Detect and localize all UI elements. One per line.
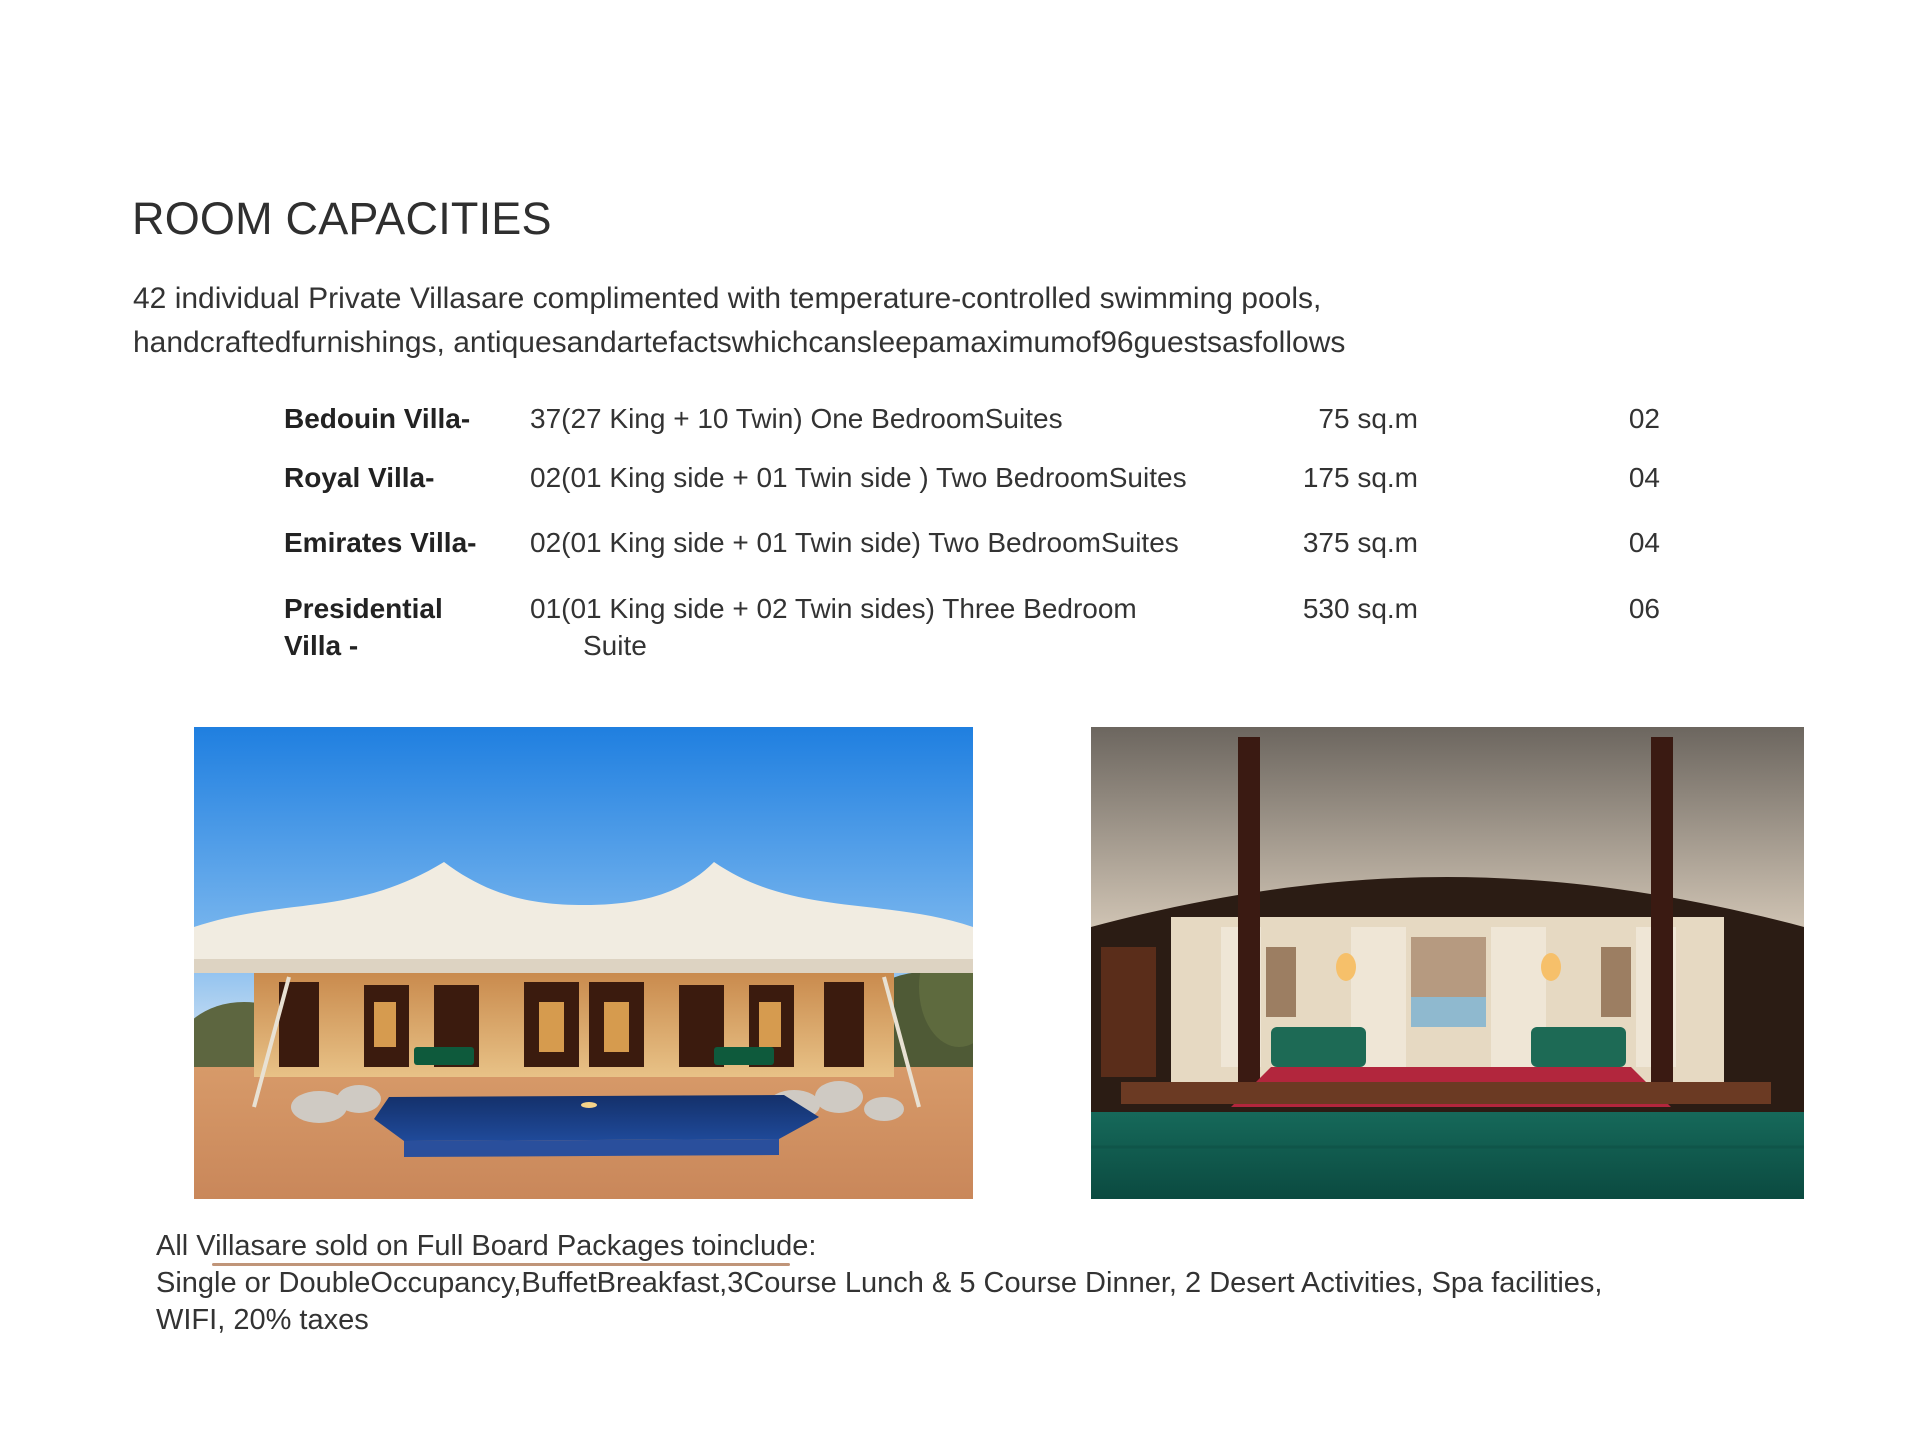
villa-guests: 06 <box>1628 593 1660 624</box>
villa-description <box>530 590 1250 664</box>
page-title: ROOM CAPACITIES <box>132 193 552 244</box>
villa-area: 375 sq.m <box>1302 527 1418 558</box>
villa-guests: 04 <box>1628 462 1660 493</box>
package-notes <box>156 1228 1602 1339</box>
villa-exterior-photo <box>194 727 973 1199</box>
villa-name: Emirates Villa- <box>284 527 477 558</box>
villa-area: 75 sq.m <box>1318 403 1418 434</box>
villa-description-line-2: Suite <box>583 630 647 661</box>
intro-paragraph <box>133 277 1345 365</box>
villa-description: 02(01 King side + 01 Twin side ) Two BedroomSuites <box>530 462 1187 493</box>
villa-description: 37(27 King + 10 Twin) One BedroomSuites <box>530 403 1063 434</box>
intro-line-2: handcraftedfurnishings, antiquesandartefactswhichcansleepamaximumof96guestsasfollows <box>133 326 1346 359</box>
villa-description: 02(01 King side + 01 Twin side) Two BedroomSuites <box>530 527 1179 558</box>
villa-area: 530 sq.m <box>1302 593 1418 624</box>
package-notes-line-3: WIFI, 20% taxes <box>156 1304 369 1336</box>
villa-guests: 02 <box>1628 403 1660 434</box>
villa-name-line-1: Presidential <box>284 593 443 624</box>
villa-guests: 04 <box>1628 527 1660 558</box>
villa-name: Royal Villa- <box>284 462 435 493</box>
villa-name-line-2: Villa - <box>284 630 359 661</box>
package-notes-line-1: All Villasare sold on Full Board Packages toinclude: <box>156 1230 817 1262</box>
villa-description-line-1: 01(01 King side + 02 Twin sides) Three Bedroom <box>530 593 1137 624</box>
villa-name: Bedouin Villa- <box>284 403 471 434</box>
villa-area: 175 sq.m <box>1302 462 1418 493</box>
villa-name <box>284 590 524 664</box>
intro-line-1: 42 individual Private Villasare complimented with temperature-controlled swimming pools, <box>133 282 1322 315</box>
villa-bedroom-photo <box>1091 727 1804 1199</box>
package-notes-line-2: Single or DoubleOccupancy,BuffetBreakfast,3Course Lunch & 5 Course Dinner, 2 Desert Activities, Spa facilities, <box>156 1267 1603 1299</box>
